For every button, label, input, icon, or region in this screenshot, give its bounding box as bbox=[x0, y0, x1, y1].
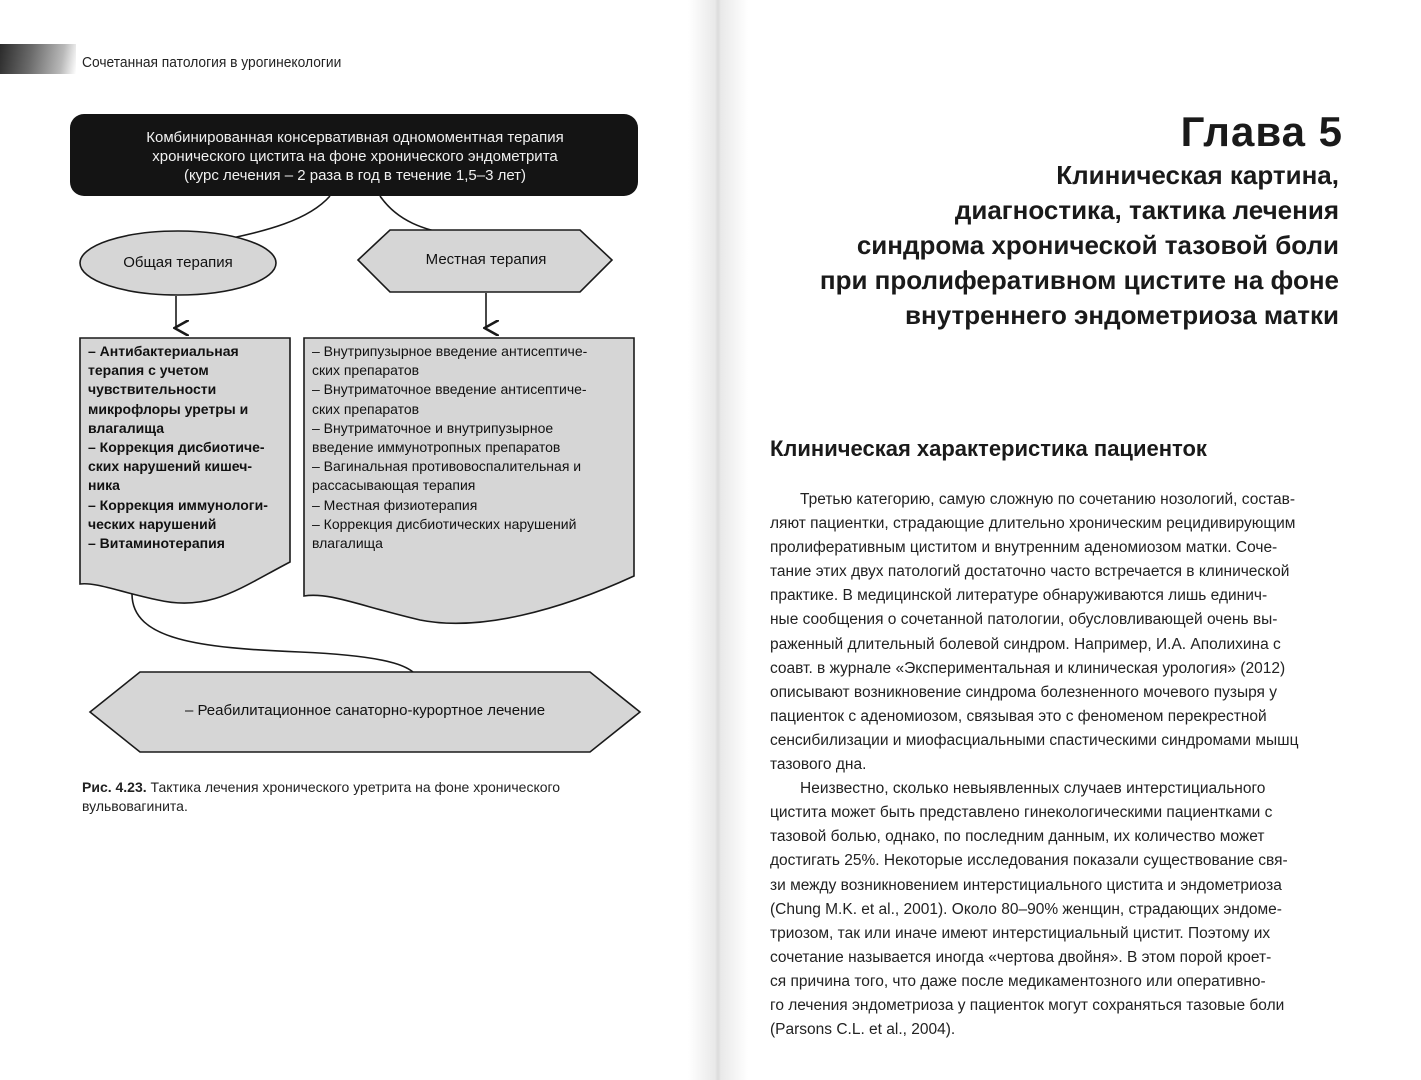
chapter-title-line: при пролиферативном цистите на фоне bbox=[819, 265, 1339, 295]
paragraph-line: практике. В медицинской литературе обнаруживаются лишь единич- bbox=[770, 587, 1268, 605]
local-item-line: ских препаратов bbox=[312, 400, 420, 417]
general-item-line: ских нарушений кишеч- bbox=[88, 458, 252, 475]
running-head: Сочетанная патология в урогинекологии bbox=[82, 54, 342, 71]
paragraph-line: Третью категорию, самую сложную по сочетанию нозологий, состав- bbox=[800, 491, 1296, 508]
paragraph-line: описывают возникновение синдрома болезненного мочевого пузыря у bbox=[770, 683, 1277, 701]
section-heading: Клиническая характеристика пациенток bbox=[770, 436, 1207, 461]
local-item-line: – Внутрипузырное введение антисептиче- bbox=[312, 343, 588, 359]
local-item-line: введение иммунотропных препаратов bbox=[312, 439, 561, 456]
figure-caption-number: Рис. 4.23. bbox=[82, 779, 147, 795]
general-item-line: влагалища bbox=[88, 419, 164, 436]
paragraph-line: ные сообщения о сочетанной патологии, обусловливающей очень вы- bbox=[770, 611, 1278, 629]
paragraph-line: соавт. в журнале «Экспериментальная и клиническая урология» (2012) bbox=[770, 659, 1286, 677]
paragraph-line: (Parsons C.L. et al., 2004). bbox=[770, 1021, 956, 1039]
general-item-line: чувствительности bbox=[88, 381, 217, 398]
paragraph-line: (Chung M.K. et al., 2001). Около 80–90% женщин, страдающих эндоме- bbox=[770, 900, 1282, 918]
local-item-line: – Вагинальная противовоспалительная и bbox=[312, 458, 582, 475]
local-item-line: – Внутриматочное и внутрипузырное bbox=[312, 419, 554, 436]
paragraph-line: ся причина того, что даже после медикаментозного или оперативно- bbox=[770, 972, 1266, 990]
local-therapy-label: Местная терапия bbox=[425, 251, 547, 268]
figure-caption bbox=[82, 778, 652, 816]
paragraph-line: пролиферативным циститом и внутренним аденомиозом матки. Соче- bbox=[770, 539, 1278, 557]
paragraph-line: зи между возникновением интерстициального цистита и эндометриоза bbox=[770, 876, 1282, 894]
body-text bbox=[770, 488, 1342, 1042]
paragraph-line: ляют пациентки, страдающие длительно хроническим рецидивирующим bbox=[770, 515, 1296, 533]
local-item-line: ских препаратов bbox=[312, 362, 420, 379]
rehab-label: – Реабилитационное санаторно-курортное лечение bbox=[184, 702, 546, 719]
general-item-line: – Витаминотерапия bbox=[88, 535, 225, 552]
local-item-line: рассасывающая терапия bbox=[312, 477, 476, 494]
general-item-line: терапия с учетом bbox=[88, 362, 209, 379]
paragraph-line: раженный длительный болевой синдром. Например, И.А. Аполихина с bbox=[770, 635, 1281, 653]
combined-therapy-line: Комбинированная консервативная одномоментная терапия bbox=[146, 129, 564, 146]
chapter-number: Глава 5 bbox=[1180, 108, 1343, 155]
paragraph-line: го лечения эндометриоза у пациенток могут сохраняться тазовые боли bbox=[770, 996, 1285, 1014]
combined-therapy-text bbox=[80, 128, 630, 185]
figure-caption-text: Тактика лечения хронического уретрита на фоне хронического bbox=[150, 779, 561, 795]
general-item-line: – Коррекция дисбиотиче- bbox=[88, 439, 265, 456]
paragraph-line: тазовой болью, однако, по последним данным, их количество может bbox=[770, 828, 1265, 846]
local-item-line: – Внутриматочное введение антисептиче- bbox=[312, 381, 587, 398]
general-therapy-label: Общая терапия bbox=[123, 254, 233, 271]
chapter-title-line: диагностика, тактика лечения bbox=[954, 195, 1339, 225]
chapter-title bbox=[820, 158, 1339, 333]
general-therapy-items bbox=[88, 342, 268, 553]
general-item-line: ческих нарушений bbox=[88, 515, 217, 532]
general-item-line: ника bbox=[88, 477, 120, 494]
local-item-line: – Коррекция дисбиотических нарушений bbox=[312, 515, 577, 532]
combined-therapy-line: (курс лечения – 2 раза в год в течение 1,5–3 лет) bbox=[183, 167, 527, 184]
local-item-line: – Местная физиотерапия bbox=[312, 496, 478, 513]
figure-caption-text-cont: вульвовагинита. bbox=[82, 798, 188, 814]
general-item-line: – Коррекция иммунологи- bbox=[88, 496, 268, 513]
paragraph-line: сенсибилизации и миофасциальными спастическими синдромами мышц bbox=[770, 731, 1299, 749]
general-item-line: микрофлоры уретры и bbox=[88, 400, 249, 417]
paragraph-line: пациенток с аденомиозом, связывая это с феноменом перекрестной bbox=[770, 707, 1267, 725]
chapter-title-line: синдрома хронической тазовой боли bbox=[856, 230, 1339, 260]
paragraph-line: сочетание называется иногда «чертова двойня». В этом порой кроет- bbox=[770, 948, 1272, 966]
paragraph-line: тазового дна. bbox=[770, 756, 867, 774]
general-item-line: – Антибактериальная bbox=[88, 343, 239, 359]
paragraph-line: тание этих двух патологий достаточно часто встречается в клинической bbox=[770, 563, 1290, 581]
paragraph-line: достигать 25%. Некоторые исследования показали существование свя- bbox=[770, 852, 1288, 870]
paragraph-line: Неизвестно, сколько невыявленных случаев интерстициального bbox=[800, 780, 1266, 798]
combined-therapy-line: хронического цистита на фоне хронического эндометрита bbox=[152, 148, 558, 165]
chapter-title-line: внутреннего эндометриоза матки bbox=[905, 300, 1339, 330]
local-therapy-items bbox=[312, 342, 587, 553]
paragraph-line: цистита может быть представлено гинекологическими пациентками с bbox=[770, 804, 1273, 822]
paragraph-line: триозом, так или иначе имеют интерстициальный цистит. Поэтому их bbox=[770, 924, 1271, 942]
chapter-title-line: Клиническая картина, bbox=[1056, 160, 1339, 190]
local-item-line: влагалища bbox=[312, 535, 383, 552]
